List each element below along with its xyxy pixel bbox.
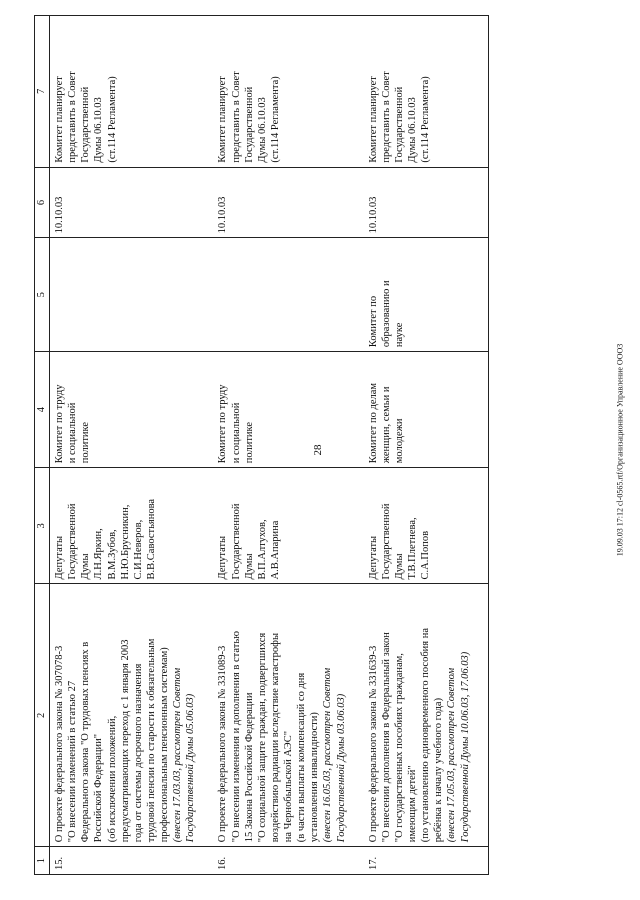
bill-title-line: О проекте федерального закона № 331639-3: [367, 645, 379, 843]
committee-line: молодежи: [393, 418, 405, 464]
bill-status-note: (внесен 17.05.03, рассмотрен Советом Государственной Думы 10.06.03, 17.06.03): [446, 651, 471, 843]
bill-title-line: предусматривающих переход с 1 января 2003: [119, 639, 131, 843]
page-number: 28: [312, 444, 324, 456]
remark-line: Комитет планирует: [367, 76, 379, 163]
committee-line: и социальной: [230, 402, 242, 464]
bill-title-line: "О внесении изменений в статью 27: [67, 680, 79, 843]
remark-line: представить в Совет: [67, 71, 79, 163]
author-line: Т.В.Плетнева,: [407, 517, 418, 580]
remark-line: Комитет планирует: [217, 76, 229, 163]
author-line: Депутаты: [54, 535, 65, 580]
column-header: 6: [35, 167, 50, 238]
bill-title-line: "О внесении изменения и дополнения в статью: [230, 631, 242, 843]
column-header: 4: [35, 352, 50, 468]
remark-line: Думы 06.10.03: [407, 97, 418, 163]
bill-status-note: (внесен 16.05.03, рассмотрен Советом Государственной Думы 03.06.03): [322, 667, 347, 843]
remark-line: (ст.114 Регламента): [106, 76, 118, 163]
committee-line: Комитет по делам: [367, 382, 379, 464]
author-line: Депутаты: [217, 535, 229, 580]
row-number-cell: [213, 847, 363, 875]
co-committee-line: Комитет по: [367, 295, 379, 348]
committee-line: политике: [243, 421, 255, 464]
author-line: Государственной: [380, 503, 392, 580]
target-date: 10.10.03: [217, 196, 229, 234]
author-line: В.М.Зубов,: [106, 529, 118, 580]
bill-title-cell: [213, 584, 363, 847]
bill-title-line: года от системы досрочного назначения: [132, 663, 144, 843]
bill-title-cell: [364, 584, 489, 847]
bill-status-note: (внесен 17.03.03, рассмотрен Советом Государственной Думы 05.06.03): [172, 667, 197, 843]
bill-title-cell: [50, 584, 214, 847]
remark-line: представить в Совет: [380, 71, 392, 163]
committee-line: и социальной: [67, 402, 79, 464]
authors-cell: [50, 468, 214, 584]
bill-title-line: Федерального закона "О трудовых пенсиях в: [80, 641, 92, 843]
authors-cell: [364, 468, 489, 584]
bill-title-line: "О внесении дополнения в Федеральный закон: [380, 632, 392, 843]
date-cell: [364, 167, 489, 238]
bill-title-line: профессиональным пенсионным системам): [159, 647, 170, 843]
table-row: [364, 16, 489, 875]
bill-title-line: "О социальной защите граждан, подвергшихся: [256, 632, 268, 843]
author-line: Депутаты: [367, 535, 379, 580]
target-date: 10.10.03: [54, 196, 65, 234]
table-row: [213, 16, 363, 875]
author-line: Н.Ю.Брусникин,: [119, 504, 131, 580]
author-line: В.В.Савостьянова: [145, 498, 157, 580]
remark-line: Думы 06.10.03: [93, 97, 105, 163]
author-line: Думы: [243, 553, 255, 580]
author-line: С.И.Неверов,: [132, 519, 144, 580]
bill-title-line: О проекте федерального закона № 307078-3: [54, 645, 65, 843]
row-number: 15.: [54, 856, 65, 870]
row-number-cell: [364, 847, 489, 875]
table-row: [50, 16, 214, 875]
remark-line: Комитет планирует: [54, 76, 65, 163]
remark-cell: [364, 16, 489, 168]
row-number-cell: [50, 847, 214, 875]
committee-line: Комитет по труду: [217, 384, 229, 464]
remark-line: представить в Совет: [230, 71, 242, 163]
bills-table-wrapper: [34, 15, 634, 875]
committee-cell: [213, 352, 363, 468]
author-line: Государственной: [230, 503, 242, 580]
bills-table: [34, 15, 489, 875]
remark-cell: [50, 16, 214, 168]
column-header: 1: [35, 847, 50, 875]
bill-title-line: на Чернобыльской АЭС": [283, 731, 294, 843]
bill-title-line: ребёнка к началу учебного года): [433, 697, 445, 843]
author-line: Думы: [393, 553, 405, 580]
co-committee-cell: [364, 238, 489, 352]
bill-title-line: (по установлению единовременного пособия на: [420, 627, 432, 843]
author-line: Л.Н.Яркин,: [93, 528, 105, 580]
author-line: В.П.Алтухов,: [256, 519, 268, 580]
bill-title-line: имеющим детей": [407, 765, 418, 843]
remark-line: Государственной: [393, 86, 405, 163]
remark-line: Государственной: [243, 86, 255, 163]
bill-title-line: "О государственных пособиях гражданам,: [393, 653, 405, 843]
column-header: 5: [35, 238, 50, 352]
bill-title-line: (в части выплаты компенсаций со дня: [296, 672, 308, 843]
co-committee-cell: [50, 238, 214, 352]
column-header: 2: [35, 584, 50, 847]
footer-stamp: 19.09.03 17:12 cl-0565.rtf/Организационное Управление ООО3: [615, 343, 625, 557]
remark-cell: [213, 16, 363, 168]
bill-title-line: трудовой пенсии по старости к обязательным: [145, 638, 157, 843]
co-committee-line: образованию и: [380, 280, 392, 348]
remark-line: (ст.114 Регламента): [269, 76, 281, 163]
committee-line: женщин, семьи и: [380, 386, 392, 464]
remark-line: Думы 06.10.03: [256, 97, 268, 163]
committee-cell: [364, 352, 489, 468]
author-line: С.А.Попов: [420, 530, 432, 580]
bill-title-line: воздействию радиации вследствие катастрофы: [269, 632, 281, 843]
remark-line: (ст.114 Регламента): [420, 76, 432, 163]
row-number: 16.: [217, 856, 229, 870]
bill-title-line: О проекте федерального закона № 331089-3: [217, 645, 229, 843]
co-committee-cell: [213, 238, 363, 352]
committee-line: Комитет по труду: [54, 384, 65, 464]
committee-cell: [50, 352, 214, 468]
remark-line: Государственной: [80, 86, 92, 163]
authors-cell: [213, 468, 363, 584]
column-header: 3: [35, 468, 50, 584]
row-number: 17.: [367, 856, 379, 870]
author-line: Государственной: [67, 503, 79, 580]
committee-line: политике: [80, 421, 92, 464]
bill-title-line: (об исключении положений,: [106, 715, 118, 843]
date-cell: [50, 167, 214, 238]
bill-title-line: 15 Закона Российской Федерации: [243, 692, 255, 843]
bill-title-line: Российской Федерации": [93, 733, 105, 843]
author-line: А.В.Апарина: [269, 520, 281, 580]
column-header: 7: [35, 16, 50, 168]
header-row: [35, 16, 50, 875]
co-committee-line: науке: [393, 322, 405, 348]
date-cell: [213, 167, 363, 238]
author-line: Думы: [80, 553, 92, 580]
target-date: 10.10.03: [367, 196, 379, 234]
bill-title-line: установления инвалидности): [309, 712, 321, 843]
